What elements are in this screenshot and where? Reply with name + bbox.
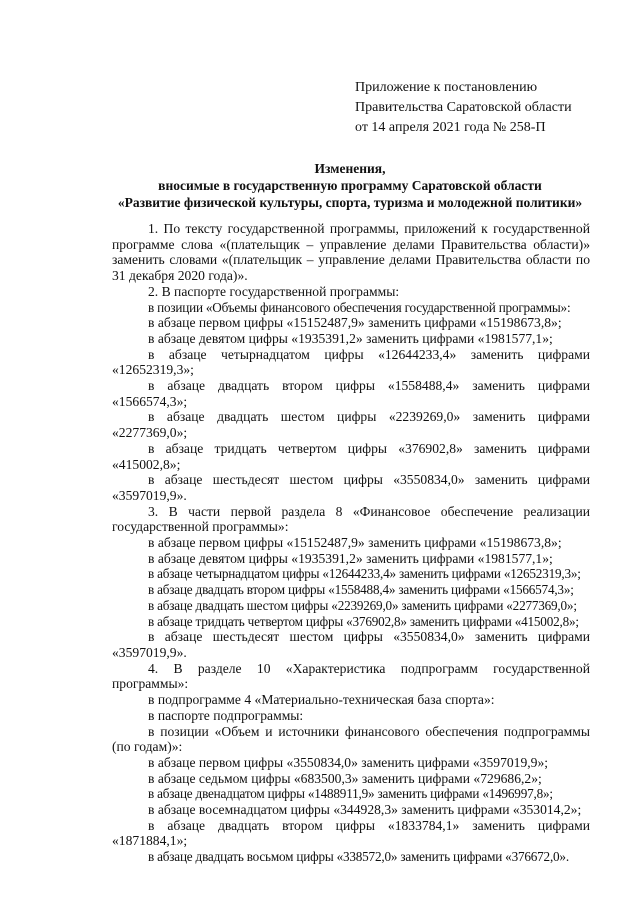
paragraph: в абзаце девятом цифры «1935391,2» заменить цифрами «1981577,1»; bbox=[148, 550, 553, 566]
appendix-line: Приложение к постановлению bbox=[355, 80, 538, 95]
paragraph: в абзаце первом цифры «15152487,9» заменить цифрами «15198673,8»; bbox=[148, 315, 562, 331]
paragraph: в абзаце четырнадцатом цифры «12644233,4» заменить цифрами «12652319,3»; bbox=[112, 346, 590, 378]
document-title bbox=[100, 160, 600, 211]
paragraph: в абзаце восемнадцатом цифры «344928,3» заменить цифрами «353014,2»; bbox=[148, 802, 582, 818]
paragraph: в абзаце двадцать восьмом цифры «338572,0» заменить цифрами «376672,0». bbox=[148, 849, 569, 865]
document-body bbox=[112, 221, 590, 865]
paragraph: 3. В части первой раздела 8 «Финансовое обеспечение реализации государственной программы»: bbox=[112, 503, 590, 535]
title-line: Изменения, bbox=[314, 161, 386, 176]
paragraph: в абзаце четырнадцатом цифры «12644233,4» заменить цифрами «12652319,3»; bbox=[148, 566, 581, 582]
paragraph: в абзаце первом цифры «15152487,9» заменить цифрами «15198673,8»; bbox=[148, 535, 562, 551]
paragraph: в абзаце шестьдесят шестом цифры «3550834,0» заменить цифрами «3597019,9». bbox=[112, 629, 590, 660]
paragraph: в абзаце первом цифры «3550834,0» заменить цифрами «3597019,9»; bbox=[148, 754, 549, 770]
title-line: «Развитие физической культуры, спорта, туризма и молодежной политики» bbox=[117, 195, 583, 210]
appendix-header bbox=[355, 78, 572, 138]
paragraph: в абзаце двадцать втором цифры «1558488,4» заменить цифрами «1566574,3»; bbox=[148, 582, 574, 598]
paragraph: 2. В паспорте государственной программы: bbox=[148, 283, 400, 299]
paragraph: в абзаце двадцать втором цифры «1833784,1» заменить цифрами «1871884,1»; bbox=[112, 817, 590, 849]
paragraph: в абзаце двадцать шестом цифры «2239269,0» заменить цифрами «2277369,0»; bbox=[148, 597, 577, 613]
paragraph: в абзаце двенадцатом цифры «1488911,9» заменить цифрами «1496997,8»; bbox=[148, 786, 553, 802]
paragraph: в абзаце тридцать четвертом цифры «376902,8» заменить цифрами «415002,8»; bbox=[148, 613, 579, 629]
paragraph: 4. В разделе 10 «Характеристика подпрограмм государственной программы»: bbox=[112, 660, 590, 692]
paragraph: в абзаце тридцать четвертом цифры «376902,8» заменить цифрами «415002,8»; bbox=[112, 440, 590, 472]
paragraph: в подпрограмме 4 «Материально-техническая база спорта»: bbox=[148, 692, 495, 708]
paragraph: в паспорте подпрограммы: bbox=[148, 707, 304, 723]
paragraph: в абзаце двадцать шестом цифры «2239269,0» заменить цифрами «2277369,0»; bbox=[112, 409, 590, 441]
paragraph: в позиции «Объем и источники финансового обеспечения подпрограммы (по годам)»: bbox=[112, 723, 590, 755]
paragraph: в абзаце шестьдесят шестом цифры «3550834,0» заменить цифрами «3597019,9». bbox=[112, 472, 590, 503]
paragraph: 1. По тексту государственной программы, приложений к государственной программе слова «(плательщик – управление делами Правительства области)» заменить словами «(плательщик – управление делами Правительства области по 31 декабря 2020 года)». bbox=[112, 221, 590, 284]
paragraph: в абзаце седьмом цифры «683500,3» заменить цифрами «729686,2»; bbox=[148, 770, 542, 786]
paragraph: в абзаце девятом цифры «1935391,2» заменить цифрами «1981577,1»; bbox=[148, 330, 553, 346]
paragraph: в позиции «Объемы финансового обеспечения государственной программы»: bbox=[148, 299, 571, 315]
paragraph: в абзаце двадцать втором цифры «1558488,4» заменить цифрами «1566574,3»; bbox=[112, 378, 590, 409]
title-line: вносимые в государственную программу Саратовской области bbox=[158, 178, 542, 193]
appendix-line: от 14 апреля 2021 года № 258-П bbox=[355, 120, 546, 135]
appendix-line: Правительства Саратовской области bbox=[355, 100, 572, 115]
